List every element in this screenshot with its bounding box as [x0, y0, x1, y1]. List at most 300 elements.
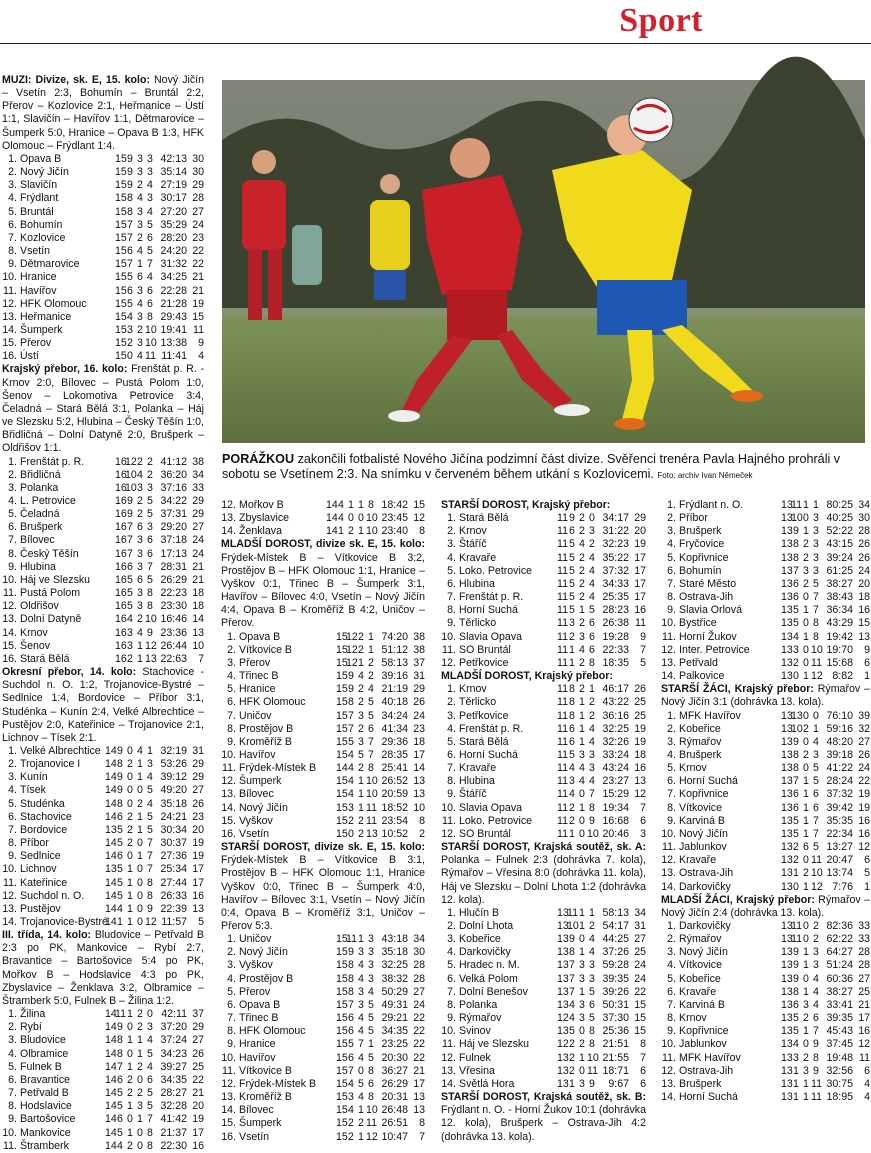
- stat-cell: 42:11: [161, 1008, 187, 1021]
- stat-cell: 10:47: [381, 1130, 408, 1143]
- stat-cell: 15: [336, 1104, 348, 1117]
- stat-cell: 13: [781, 801, 793, 814]
- stat-cell: 4: [147, 271, 153, 284]
- stat-cell: 4: [358, 959, 364, 972]
- standings-row: [661, 631, 870, 644]
- stat-cell: 35:14: [160, 166, 187, 179]
- stat-cell: 1: [569, 827, 575, 840]
- stat-cell: 1: [793, 1077, 799, 1090]
- stat-cell: 13: [105, 823, 117, 836]
- team-name: Bílovec: [239, 788, 274, 801]
- stat-cell: 6.: [8, 218, 17, 231]
- stat-cell: 13: [781, 591, 793, 604]
- stat-cell: 26:48: [381, 1104, 408, 1117]
- stat-cell: 13: [781, 722, 793, 735]
- photo-credit: Foto: archiv Ivan Němeček: [657, 471, 753, 481]
- stat-cell: 16: [115, 521, 127, 534]
- team-name: HFK Olomouc: [20, 297, 87, 310]
- stat-cell: 11:41: [161, 350, 187, 363]
- stat-cell: 7: [127, 258, 133, 271]
- stat-cell: 13: [791, 709, 803, 722]
- stat-cell: 13: [781, 1051, 793, 1064]
- stat-cell: 3.: [8, 1034, 17, 1047]
- stat-cell: 11: [557, 762, 568, 775]
- stat-cell: 0: [793, 880, 799, 893]
- stat-cell: 16: [858, 827, 870, 840]
- stat-cell: 23:40: [381, 525, 408, 538]
- stat-cell: 6: [569, 722, 575, 735]
- standings-row: [441, 1038, 646, 1051]
- stat-cell: 30:75: [826, 1077, 853, 1090]
- stat-cell: 1: [803, 827, 809, 840]
- stat-cell: 10: [192, 639, 204, 652]
- team-name: Tísek: [20, 784, 46, 797]
- stat-cell: 15: [336, 735, 348, 748]
- stat-cell: 4: [358, 1025, 364, 1038]
- stat-cell: 9.: [667, 604, 676, 617]
- stat-cell: 19: [192, 1113, 204, 1126]
- stat-cell: 7: [368, 735, 374, 748]
- team-name: SO Bruntál: [459, 827, 511, 840]
- team-name: Kateřinice: [20, 876, 68, 889]
- stat-cell: 1: [358, 801, 364, 814]
- stat-cell: 50:31: [602, 998, 629, 1011]
- stat-cell: 2: [358, 630, 364, 643]
- team-name: Hodslavice: [20, 1100, 72, 1113]
- stat-cell: 7.: [447, 762, 456, 775]
- stat-cell: 17: [634, 591, 646, 604]
- stat-cell: 0: [358, 1064, 364, 1077]
- team-name: Kravaře: [459, 762, 497, 775]
- standings-row: [2, 877, 204, 890]
- stat-cell: 23:27: [602, 775, 629, 788]
- stat-cell: 11.: [3, 587, 17, 600]
- stat-cell: 6: [127, 284, 133, 297]
- stat-cell: 15: [115, 310, 127, 323]
- stat-cell: 28: [858, 959, 870, 972]
- stat-cell: 7: [640, 1051, 646, 1064]
- stat-cell: 0: [127, 1113, 133, 1126]
- stat-cell: 9.: [447, 1012, 456, 1025]
- team-name: Svinov: [459, 1025, 491, 1038]
- stat-cell: 15: [336, 788, 348, 801]
- stat-cell: 24: [634, 972, 646, 985]
- stat-cell: 14: [105, 1073, 117, 1086]
- stat-cell: 34: [634, 906, 646, 919]
- stat-cell: 1: [803, 959, 809, 972]
- stat-cell: 36:27: [381, 1064, 408, 1077]
- stat-cell: 6.: [8, 521, 17, 534]
- stat-cell: 2: [127, 837, 133, 850]
- stat-cell: 1: [864, 880, 870, 893]
- stat-cell: 8: [793, 551, 799, 564]
- stat-cell: 22: [413, 1038, 425, 1051]
- stat-cell: 6: [864, 1064, 870, 1077]
- stat-cell: 4.: [227, 670, 236, 683]
- stat-cell: 9: [127, 495, 133, 507]
- stat-cell: 16.: [2, 652, 17, 665]
- stat-cell: 2: [579, 551, 585, 564]
- stat-cell: 3: [579, 748, 585, 761]
- team-name: Fulnek: [459, 1051, 491, 1064]
- team-name: Studénka: [20, 797, 65, 810]
- stat-cell: 1: [803, 946, 809, 959]
- team-name: Trojanovice I: [20, 758, 81, 771]
- e-standings: [661, 710, 870, 894]
- team-name: Stará Bělá: [459, 735, 509, 748]
- stat-cell: 3: [127, 626, 133, 639]
- stat-cell: 1.: [667, 709, 676, 722]
- standings-row: [441, 775, 646, 788]
- team-name: Přerov: [20, 337, 52, 350]
- stat-cell: 23:36: [160, 626, 187, 639]
- stat-cell: 7: [348, 722, 354, 735]
- stat-cell: 13: [366, 827, 378, 840]
- stat-cell: 6: [147, 231, 153, 244]
- divize-results: [2, 74, 204, 153]
- stat-cell: 15: [115, 350, 127, 363]
- stat-cell: 6: [147, 1073, 153, 1086]
- stat-cell: 2: [358, 1117, 364, 1130]
- stat-cell: 2.: [227, 946, 236, 959]
- stat-cell: 9: [569, 933, 575, 946]
- st-heading: STARŠÍ DOROST, divize sk. E, 15. kolo:: [221, 841, 425, 854]
- standings-row: [441, 1012, 646, 1025]
- stat-cell: 5: [569, 591, 575, 604]
- stat-cell: 0: [127, 771, 133, 784]
- stat-cell: 13: [557, 920, 569, 932]
- team-name: Lichnov: [20, 863, 57, 876]
- stat-cell: 4: [348, 748, 354, 761]
- stat-cell: 16: [858, 814, 870, 827]
- stat-cell: 15: [115, 337, 127, 350]
- stat-cell: 13.: [221, 512, 236, 525]
- stat-cell: 1: [127, 889, 133, 902]
- stat-cell: 7.: [8, 534, 17, 547]
- stat-cell: 3: [137, 205, 143, 218]
- team-name: Stará Bělá: [459, 512, 509, 525]
- stat-cell: 4: [338, 499, 344, 511]
- stat-cell: 8.: [8, 245, 17, 258]
- stat-cell: 8: [147, 1126, 153, 1139]
- stat-cell: 13: [781, 827, 793, 840]
- stat-cell: 3: [813, 525, 819, 538]
- standings-row: [441, 631, 646, 644]
- stat-cell: 14.: [221, 801, 236, 814]
- stat-cell: 13: [557, 998, 569, 1011]
- stat-cell: 20: [192, 1100, 204, 1113]
- c-standings: [441, 907, 646, 1091]
- stat-cell: 3: [368, 972, 374, 985]
- stat-cell: 3.: [447, 538, 456, 551]
- stat-cell: 4: [589, 577, 595, 590]
- stat-cell: 13: [781, 788, 793, 801]
- team-name: Dolní Lhota: [459, 920, 514, 932]
- stat-cell: 3.: [447, 933, 456, 946]
- stat-cell: 38:43: [826, 591, 853, 604]
- stat-cell: 12: [811, 880, 823, 893]
- stat-cell: 37:18: [160, 534, 187, 547]
- stat-cell: 8: [147, 1139, 153, 1152]
- standings-row: [221, 1104, 425, 1117]
- stat-cell: 0: [127, 350, 133, 363]
- stat-cell: 8.: [667, 591, 676, 604]
- stat-cell: 14: [105, 1100, 117, 1113]
- stat-cell: 3: [147, 166, 153, 179]
- stat-cell: 1: [579, 801, 585, 814]
- stat-cell: 0: [803, 709, 809, 722]
- stat-cell: 34: [192, 468, 204, 481]
- stat-cell: 14.: [2, 916, 17, 928]
- stat-cell: 5: [147, 823, 153, 836]
- team-name: Nový Jičín: [239, 946, 288, 959]
- stat-cell: 37:45: [826, 1038, 853, 1051]
- stat-cell: 6: [589, 617, 595, 630]
- stat-cell: 15: [336, 683, 348, 696]
- stat-cell: 16: [115, 455, 127, 468]
- standings-row: [661, 986, 870, 999]
- team-name: Čeladná: [20, 508, 60, 521]
- stat-cell: 4: [137, 297, 143, 310]
- stat-cell: 36:20: [160, 468, 187, 481]
- stat-cell: 2.: [447, 525, 456, 538]
- standings-row: [221, 1025, 425, 1038]
- stat-cell: 4: [589, 551, 595, 564]
- stat-cell: 0: [137, 889, 143, 902]
- stat-cell: 4: [137, 192, 143, 205]
- stat-cell: 3: [137, 560, 143, 573]
- standings-row: [441, 696, 646, 709]
- stat-cell: 4: [864, 1091, 870, 1104]
- stat-cell: 12: [634, 788, 646, 801]
- stat-cell: 15.: [2, 639, 17, 652]
- stat-cell: 2: [589, 709, 595, 722]
- stat-cell: 4.: [667, 959, 676, 972]
- stat-cell: 12.: [221, 775, 236, 788]
- stat-cell: 10.: [2, 573, 17, 586]
- c-results-text: Polanka – Fulnek 2:3 (dohrávka 7. kola), Rýmařov – Vřesina 8:0 (dohrávka 11. kola), Háj ve Slezsku – Dolní Lhota 1:2 (dohrávka 12. kola).: [441, 854, 646, 906]
- stat-cell: 3: [579, 1077, 585, 1090]
- stat-cell: 29: [192, 508, 204, 521]
- stat-cell: 11: [791, 933, 802, 946]
- stat-cell: 17: [634, 564, 646, 577]
- column-3: [441, 499, 646, 1144]
- stat-cell: 9: [147, 626, 153, 639]
- stat-cell: 2: [579, 525, 585, 538]
- stat-cell: 8: [793, 762, 799, 775]
- stat-cell: 15: [115, 166, 127, 179]
- stat-cell: 12: [811, 670, 823, 683]
- stat-cell: 4: [579, 538, 585, 551]
- standings-row: [221, 933, 425, 946]
- stat-cell: 12: [413, 512, 425, 525]
- stat-cell: 14: [105, 1126, 117, 1139]
- standings-row: [661, 973, 870, 986]
- stat-cell: 4: [348, 775, 354, 788]
- f-standings: [661, 920, 870, 1104]
- stat-cell: 22: [192, 258, 204, 271]
- standings-row: [2, 232, 204, 245]
- stat-cell: 25:34: [160, 863, 187, 876]
- stat-cell: 10: [125, 468, 137, 481]
- stat-cell: 1: [137, 1047, 143, 1060]
- stat-cell: 3: [147, 1021, 153, 1034]
- stat-cell: 15: [115, 258, 127, 271]
- stat-cell: 5: [348, 735, 354, 748]
- stat-cell: 11: [557, 748, 568, 761]
- stat-cell: 27:36: [160, 850, 187, 863]
- stat-cell: 8.: [8, 547, 17, 560]
- stat-cell: 34:25: [160, 271, 187, 284]
- stat-cell: 14: [105, 771, 117, 784]
- stat-cell: 31:22: [602, 525, 629, 538]
- stat-cell: 13: [413, 1091, 425, 1104]
- stat-cell: 6: [127, 560, 133, 573]
- standings-row: [2, 1021, 204, 1034]
- stat-cell: 0: [147, 1008, 153, 1021]
- stat-cell: 3.: [8, 481, 17, 494]
- caption-lead: PORÁŽKOU: [222, 452, 295, 466]
- team-name: Háj ve Slezsku: [20, 573, 91, 586]
- stat-cell: 17: [413, 748, 425, 761]
- stat-cell: 24:21: [160, 810, 187, 823]
- stat-cell: 5: [793, 827, 799, 840]
- stat-cell: 32:26: [602, 735, 629, 748]
- stat-cell: 1: [579, 946, 585, 959]
- stat-cell: 3: [137, 337, 143, 350]
- stat-cell: 6: [640, 1064, 646, 1077]
- stat-cell: 14: [105, 902, 117, 915]
- standings-row: [441, 565, 646, 578]
- stat-cell: 6: [147, 534, 153, 547]
- stat-cell: 2: [803, 748, 809, 761]
- stat-cell: 29: [192, 179, 204, 192]
- stat-cell: 22:30: [160, 1139, 187, 1152]
- standings-row: [441, 762, 646, 775]
- standings-row: [2, 758, 204, 771]
- team-name: Nový Jičín: [679, 827, 728, 840]
- stat-cell: 25: [634, 946, 646, 959]
- stat-cell: 2: [579, 577, 585, 590]
- stat-cell: 16: [115, 639, 127, 652]
- stat-cell: 2.: [667, 722, 676, 735]
- stat-cell: 15: [336, 1012, 348, 1025]
- stat-cell: 0: [803, 643, 809, 656]
- stat-cell: 18: [192, 600, 204, 613]
- stat-cell: 1.: [8, 152, 17, 165]
- stat-cell: 11: [557, 788, 568, 801]
- stat-cell: 6.: [447, 748, 456, 761]
- stat-cell: 16: [115, 534, 127, 547]
- stat-cell: 6.: [227, 998, 236, 1011]
- stat-cell: 1: [127, 1126, 133, 1139]
- stat-cell: 7.: [227, 1012, 236, 1025]
- team-name: Frýdlant n. O.: [679, 499, 744, 511]
- stat-cell: 8: [569, 946, 575, 959]
- standings-row: [661, 617, 870, 630]
- stat-cell: 1.: [447, 906, 456, 919]
- stat-cell: 37:20: [160, 1021, 187, 1034]
- standings-row: [221, 657, 425, 670]
- stat-cell: 7: [813, 827, 819, 840]
- divize-standings: [2, 153, 204, 364]
- stat-cell: 7: [813, 591, 819, 604]
- stat-cell: 15: [336, 775, 348, 788]
- stat-cell: 19: [192, 850, 204, 863]
- stat-cell: 7: [147, 837, 153, 850]
- stat-cell: 3: [813, 748, 819, 761]
- team-name: Rýmařov: [679, 933, 722, 946]
- stat-cell: 7: [117, 1060, 123, 1073]
- a-standings: [441, 512, 646, 670]
- stat-cell: 19:70: [826, 643, 853, 656]
- team-name: Vyškov: [239, 959, 273, 972]
- stat-cell: 26:51: [381, 1117, 408, 1130]
- stat-cell: 11: [366, 801, 377, 814]
- kp-results-text: Frenštát p. R. - Krnov 2:0, Bílovec – Pustá Polom 1:0, Šenov – Lokomotiva Petrovice 3:4, Čeladná – Stará Bělá 3:1, Polanka – Háj ve Slezsku 5:2, Hlubina – Český Těšín 1:0, Břidličná – Dolní Datyně 2:0, Brušperk – Oldřišov 1:1.: [2, 363, 205, 455]
- team-name: Stachovice: [20, 810, 72, 823]
- stat-cell: 11.: [3, 284, 17, 297]
- stat-cell: 17: [634, 551, 646, 564]
- stat-cell: 2.: [8, 468, 17, 481]
- stat-cell: 33: [858, 933, 870, 946]
- stat-cell: 29: [413, 683, 425, 696]
- stat-cell: 0: [793, 670, 799, 683]
- stat-cell: 13:27: [826, 841, 853, 854]
- stat-cell: 3: [813, 946, 819, 959]
- stat-cell: 30:37: [160, 837, 187, 850]
- stat-cell: 3: [137, 600, 143, 613]
- stat-cell: 9: [589, 1077, 595, 1090]
- stat-cell: 15: [336, 670, 348, 683]
- stat-cell: 4: [368, 985, 374, 998]
- team-name: Těrlicko: [459, 617, 497, 630]
- stat-cell: 20:59: [381, 788, 408, 801]
- standings-row: [661, 1025, 870, 1038]
- standings-row: [221, 762, 425, 775]
- standings-row: [2, 311, 204, 324]
- standings-row: [2, 219, 204, 232]
- standings-row: [2, 206, 204, 219]
- stat-cell: 2: [348, 1130, 354, 1143]
- team-name: Dolní Datyně: [20, 613, 82, 626]
- stat-cell: 2: [579, 656, 585, 669]
- standings-row: [2, 1034, 204, 1047]
- stat-cell: 13: [781, 525, 793, 538]
- stat-cell: 38: [413, 630, 425, 643]
- standings-row: [661, 920, 870, 933]
- stat-cell: 20:31: [381, 1091, 408, 1104]
- stat-cell: 14: [413, 762, 425, 775]
- stat-cell: 6: [793, 998, 799, 1011]
- stat-cell: 22: [413, 1051, 425, 1064]
- team-name: Příbor: [679, 512, 708, 525]
- stat-cell: 3: [368, 933, 374, 946]
- stat-cell: 5: [589, 604, 595, 617]
- divize-results-text: Nový Jičín – Vsetín 2:3, Bohumín – Bruntál 2:2, Přerov – Kozlovice 2:1, Heřmanice – Ústí 1:1, Slavičín – Havířov 1:1, Dětmarovice – Šumperk 5:0, Hranice – Opava B 1:3, HFK Olomouc – Frýdlant 1:4.: [2, 74, 204, 152]
- stat-cell: 16: [115, 508, 127, 521]
- stat-cell: 6: [589, 643, 595, 656]
- stat-cell: 1: [137, 639, 143, 652]
- stat-cell: 1: [368, 630, 374, 643]
- stat-cell: 4: [338, 512, 344, 525]
- stat-cell: 5: [127, 297, 133, 310]
- stat-cell: 35:29: [160, 218, 187, 231]
- st-standings: [221, 933, 425, 1144]
- stat-cell: 0: [803, 1038, 809, 1051]
- standings-row: [2, 850, 204, 863]
- stat-cell: 5: [127, 573, 133, 586]
